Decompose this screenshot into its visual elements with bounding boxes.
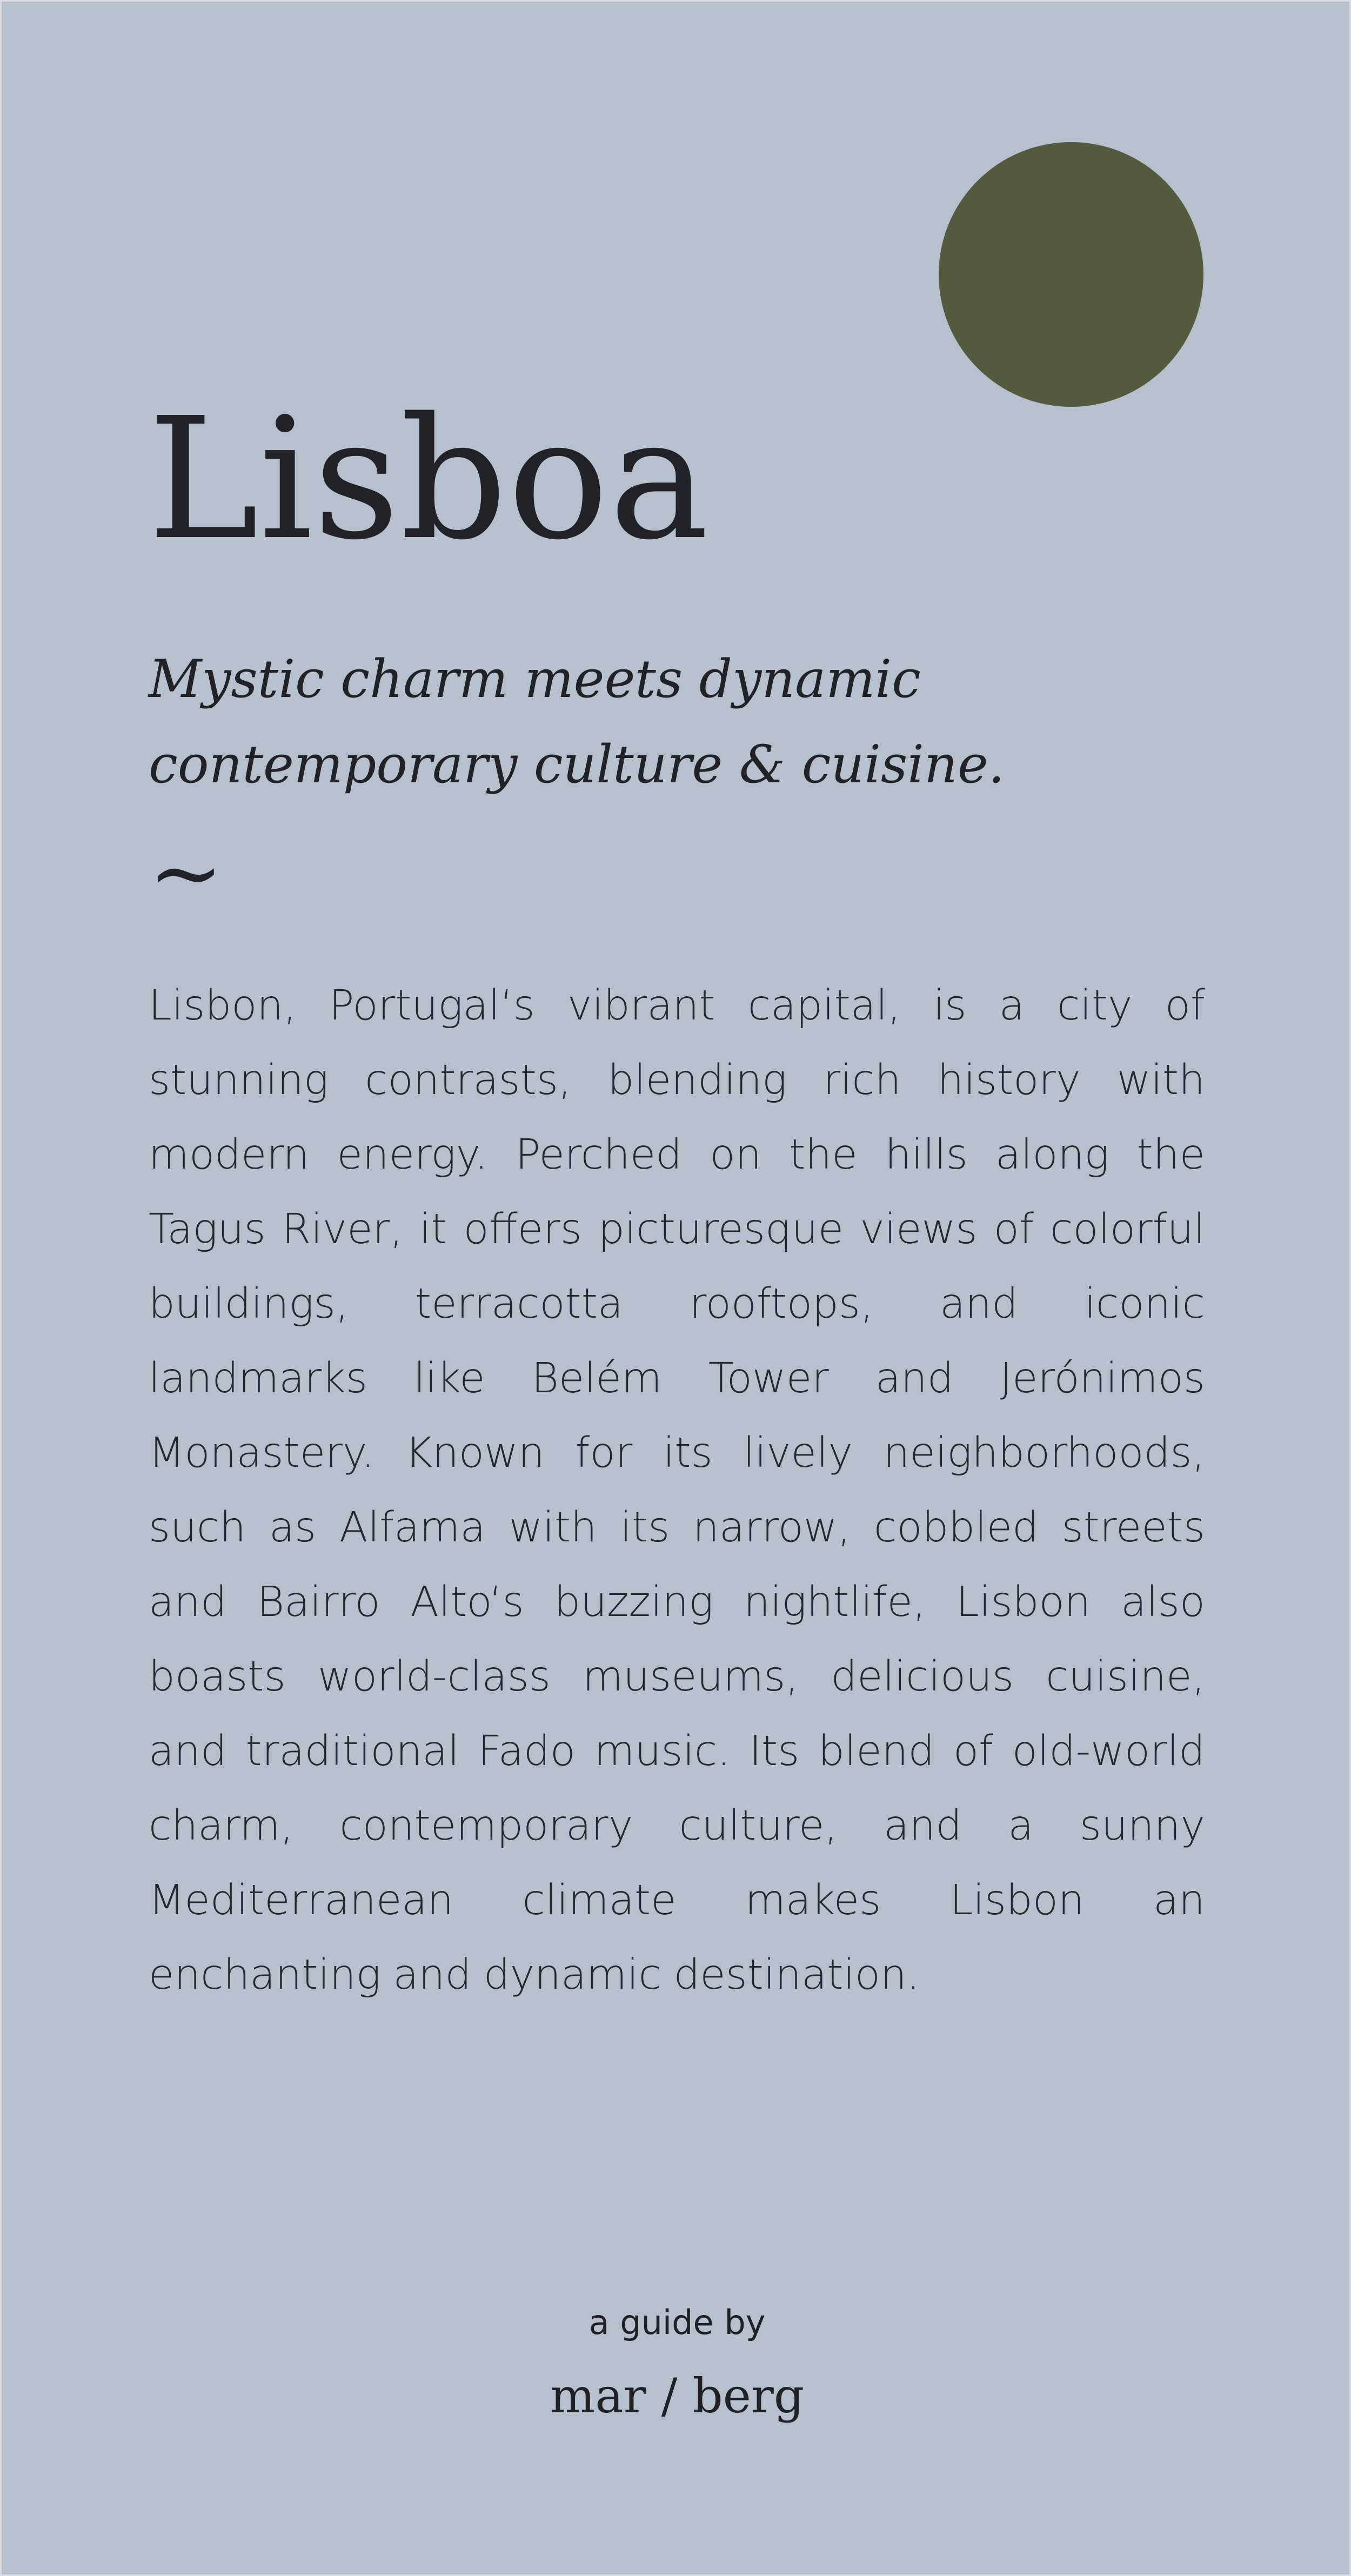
subtitle: Mystic charm meets dynamic contemporary culture & cuisine.	[149, 649, 1005, 795]
brand-name: mar / berg	[550, 2368, 805, 2424]
tilde-divider: ~	[149, 821, 224, 924]
body-text: Lisbon, Portugal‘s vibrant capital, is a city of stunning contrasts, blending rich history with modern energy. Perched on the hills along the Tagus River, it offers picturesque views of colorful buildings, terracotta rooftops, and iconic landmarks like Belém Tower and Jerónimos Monastery. Known for its lively neighborhoods, such as Alfama with its narrow, cobbled streets and Bairro Alto‘s buzzing nightlife, Lisbon also boasts world-class museums, delicious cuisine, and traditional Fado music. Its blend of old-world charm, contemporary culture, and a sunny Mediterranean climate makes Lisbon an enchanting and dynamic destination.	[149, 982, 1205, 1999]
decorative-circle	[939, 142, 1203, 407]
guide-label: a guide by	[588, 2303, 766, 2342]
page-title: Lisboa	[148, 382, 710, 577]
